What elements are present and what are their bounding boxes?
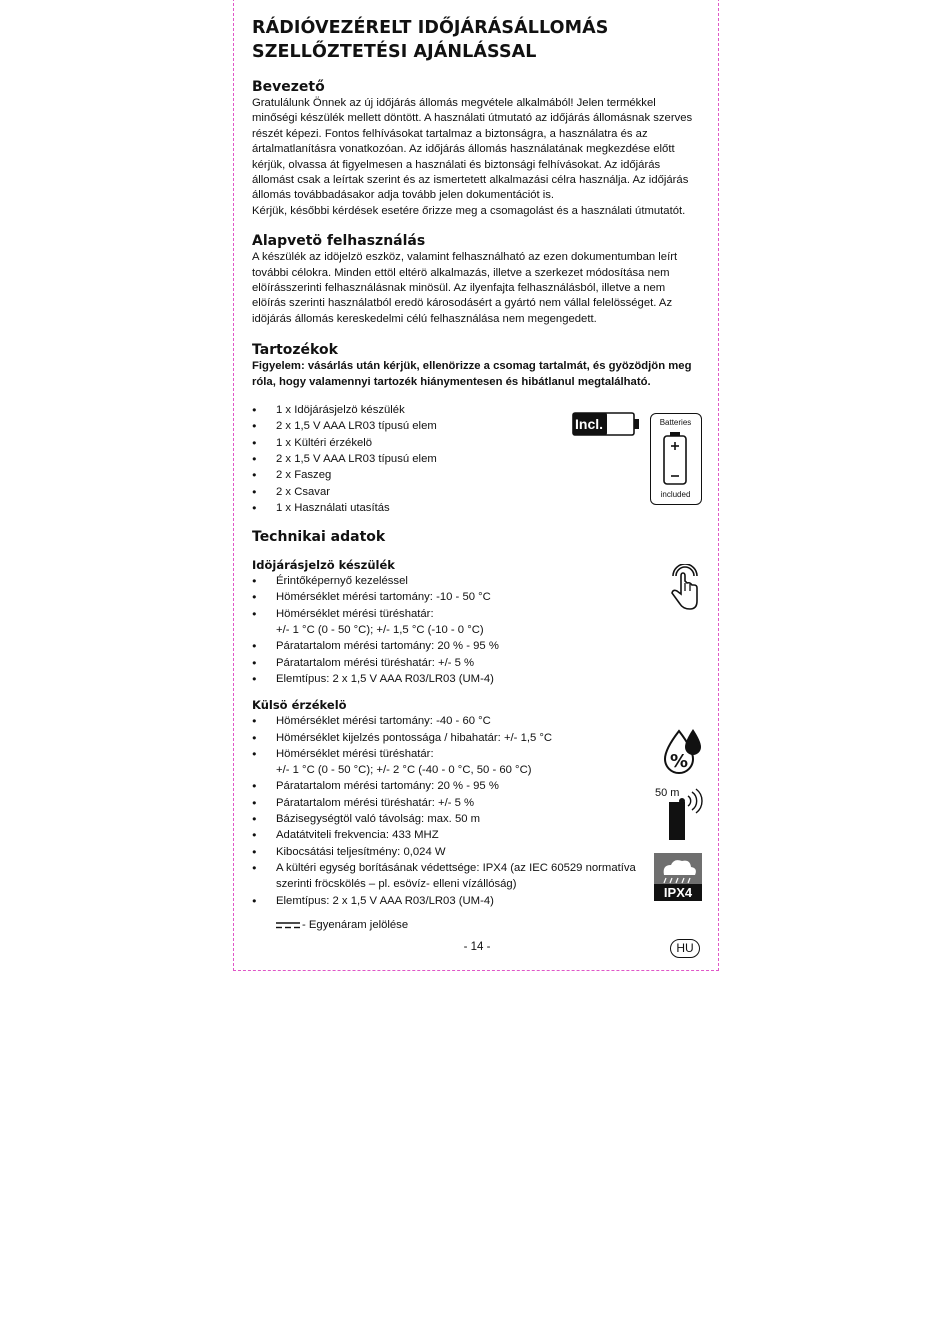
list-item bbox=[252, 811, 707, 827]
list-item: ● 1 x Használati utasítás bbox=[252, 500, 707, 516]
device-heading: Idöjárásjelzö készülék bbox=[252, 558, 395, 573]
page-title bbox=[252, 16, 707, 64]
warning-line: róla, hogy valamennyi tartozék hiánymentesen és hibátlanul megtalálható. bbox=[252, 375, 651, 388]
intro-line: Kérjük, későbbi kérdések esetére őrizze meg a csomagolást és a használati útmutatót. bbox=[252, 204, 686, 217]
basic-text bbox=[252, 250, 707, 327]
batteries-label: Batteries bbox=[659, 418, 692, 427]
spec-text: Elemtípus: 2 x 1,5 V AAA R03/LR03 (UM-4) bbox=[276, 672, 494, 685]
manual-page bbox=[233, 0, 719, 971]
list-item bbox=[252, 713, 707, 729]
list-item bbox=[252, 671, 707, 687]
list-item bbox=[252, 860, 707, 893]
dc-legend bbox=[252, 917, 707, 933]
spec-text: +/- 1 °C (0 - 50 °C); +/- 1,5 °C (-10 - 0 °C) bbox=[276, 624, 484, 637]
intro-line: állomást csak a leírtak szerint és az ismertetett alkalmazási célra használja. Az időjárás bbox=[252, 174, 689, 187]
range-label: 50 m bbox=[655, 787, 680, 799]
list-item: ● 2 x 1,5 V AAA LR03 típusú elem bbox=[252, 418, 707, 434]
intro-line: állomás továbbadásakor adja tovább jelen dokumentációt is. bbox=[252, 189, 555, 202]
intro-line: minőségi készülék mellett döntött. A használati útmutató az időjárás állomásnak szerves bbox=[252, 112, 693, 125]
transmission-range-icon bbox=[652, 787, 706, 843]
spec-text: Páratartalom mérési türéshatár: +/- 5 % bbox=[276, 656, 475, 669]
spec-text: Páratartalom mérési türéshatár: +/- 5 % bbox=[276, 796, 475, 809]
intro-line: kérjük, olvassa át figyelmesen a használati és biztonsági felhívásokat. Az időjárás bbox=[252, 158, 661, 171]
incl-label: Incl. bbox=[575, 416, 604, 432]
list-item bbox=[252, 589, 707, 605]
accessories-heading: Tartozékok bbox=[252, 342, 338, 359]
ipx-label: IPX4 bbox=[663, 885, 693, 900]
intro-line: Gratulálunk Önnek az új időjárás állomás megvétele alkalmából! Jelen termékkel bbox=[252, 97, 656, 109]
dc-label: - Egyenáram jelölése bbox=[302, 918, 409, 931]
list-item bbox=[252, 746, 707, 779]
list-item bbox=[252, 827, 707, 843]
ipx4-icon bbox=[654, 853, 702, 901]
warning-line: Figyelem: vásárlás után kérjük, ellenörizze a csomag tartalmát, és gyözödjön meg bbox=[252, 360, 692, 373]
list-item bbox=[252, 573, 707, 589]
spec-text: Hömérséklet mérési tartomány: -10 - 50 °C bbox=[276, 591, 491, 604]
spec-text: Páratartalom mérési tartomány: 20 % - 95 % bbox=[276, 780, 499, 793]
batteries-included-icon bbox=[650, 413, 702, 505]
spec-text: Hömérséklet kijelzés pontossága / hibahatár: +/- 1,5 °C bbox=[276, 731, 553, 744]
list-item: ● 2 x Csavar bbox=[252, 484, 707, 500]
list-item bbox=[252, 730, 707, 746]
sensor-spec-list bbox=[252, 713, 707, 909]
basic-line: elöírás szerinti használatból eredö károsodásért a gyártó nem vállal felelösséget. Az bbox=[252, 297, 673, 310]
list-item bbox=[252, 638, 707, 654]
spec-text: Adatátviteli frekvencia: 433 MHZ bbox=[276, 829, 439, 842]
battery-icon bbox=[651, 430, 700, 490]
spec-text: Érintőképernyő kezeléssel bbox=[276, 575, 408, 588]
incl-battery-icon bbox=[572, 412, 640, 436]
list-item bbox=[252, 606, 707, 639]
spec-text: Kibocsátási teljesítmény: 0,024 W bbox=[276, 845, 446, 858]
svg-text:%: % bbox=[670, 751, 689, 772]
basic-line: A készülék az idöjelzö eszköz, valamint felhasználható az ezen dokumentumban leírt bbox=[252, 251, 678, 264]
touch-screen-icon bbox=[666, 564, 702, 612]
list-item bbox=[252, 795, 707, 811]
device-spec-list bbox=[252, 573, 707, 687]
list-item: ● 2 x Faszeg bbox=[252, 467, 707, 483]
list-item: ● 1 x Idöjárásjelzö készülék bbox=[252, 402, 707, 418]
basic-line: idöjárás állomás kereskedelmi célú felhasználása nem megengedett. bbox=[252, 312, 597, 325]
list-item bbox=[252, 844, 707, 860]
basic-line: további célokra. Minden ettöl eltérö alkalmazás, illetve a szerkezet módosítása nem bbox=[252, 266, 670, 279]
language-badge: HU bbox=[670, 939, 700, 958]
title-line-1: RÁDIÓVEZÉRELT IDŐJÁRÁSÁLLOMÁS bbox=[252, 18, 609, 38]
basic-line: elöírásszerinti felhasználásnak minösül. Az ilyenfajta felhasználásból, illetve a nem bbox=[252, 282, 666, 295]
list-item bbox=[252, 778, 707, 794]
spec-text: Bázisegységtöl való távolság: max. 50 m bbox=[276, 813, 481, 826]
list-item: ● 2 x 1,5 V AAA LR03 típusú elem bbox=[252, 451, 707, 467]
spec-text: A kültéri egység borításának védettsége: IPX4 (az IEC 60529 normatíva bbox=[276, 861, 636, 874]
sensor-signal-icon bbox=[652, 787, 706, 843]
sensor-heading: Külsö érzékelö bbox=[252, 698, 347, 713]
spec-text: +/- 1 °C (0 - 50 °C); +/- 2 °C (-40 - 0 °C, 50 - 60 °C) bbox=[276, 764, 532, 777]
intro-line: ártalmatlanításra vonatkozóan. Az időjárás állomás használatának megkezdése előtt bbox=[252, 143, 675, 156]
list-item: ● 1 x Kültéri érzékelö bbox=[252, 435, 707, 451]
spec-text: Páratartalom mérési tartomány: 20 % - 95 % bbox=[276, 640, 499, 653]
page-number: - 14 - bbox=[463, 941, 491, 953]
page-content bbox=[252, 0, 707, 933]
spec-text: Hömérséklet mérési türéshatár: bbox=[276, 747, 434, 760]
spec-text: szerinti fröcskölés – pl. esövíz- elleni vízállóság) bbox=[276, 878, 517, 891]
spec-text: Hömérséklet mérési türéshatár: bbox=[276, 607, 434, 620]
list-item bbox=[252, 655, 707, 671]
tech-heading: Technikai adatok bbox=[252, 529, 386, 546]
spec-text: Hömérséklet mérési tartomány: -40 - 60 °C bbox=[276, 715, 491, 728]
title-line-2: SZELLŐZTETÉSI AJÁNLÁSSAL bbox=[252, 42, 537, 62]
humidity-drop-icon bbox=[661, 727, 705, 779]
intro-text bbox=[252, 96, 707, 219]
intro-line: részét képezi. Fontos felhívásokat tartalmaz a biztonságra, a használatra és az bbox=[252, 127, 648, 140]
basic-heading: Alapvetö felhasználás bbox=[252, 233, 426, 250]
direct-current-icon bbox=[276, 921, 300, 929]
intro-heading: Bevezető bbox=[252, 79, 325, 95]
spec-text: Elemtípus: 2 x 1,5 V AAA R03/LR03 (UM-4) bbox=[276, 894, 494, 907]
included-label: included bbox=[660, 490, 691, 499]
list-item bbox=[252, 893, 707, 909]
accessories-warning bbox=[252, 359, 707, 390]
